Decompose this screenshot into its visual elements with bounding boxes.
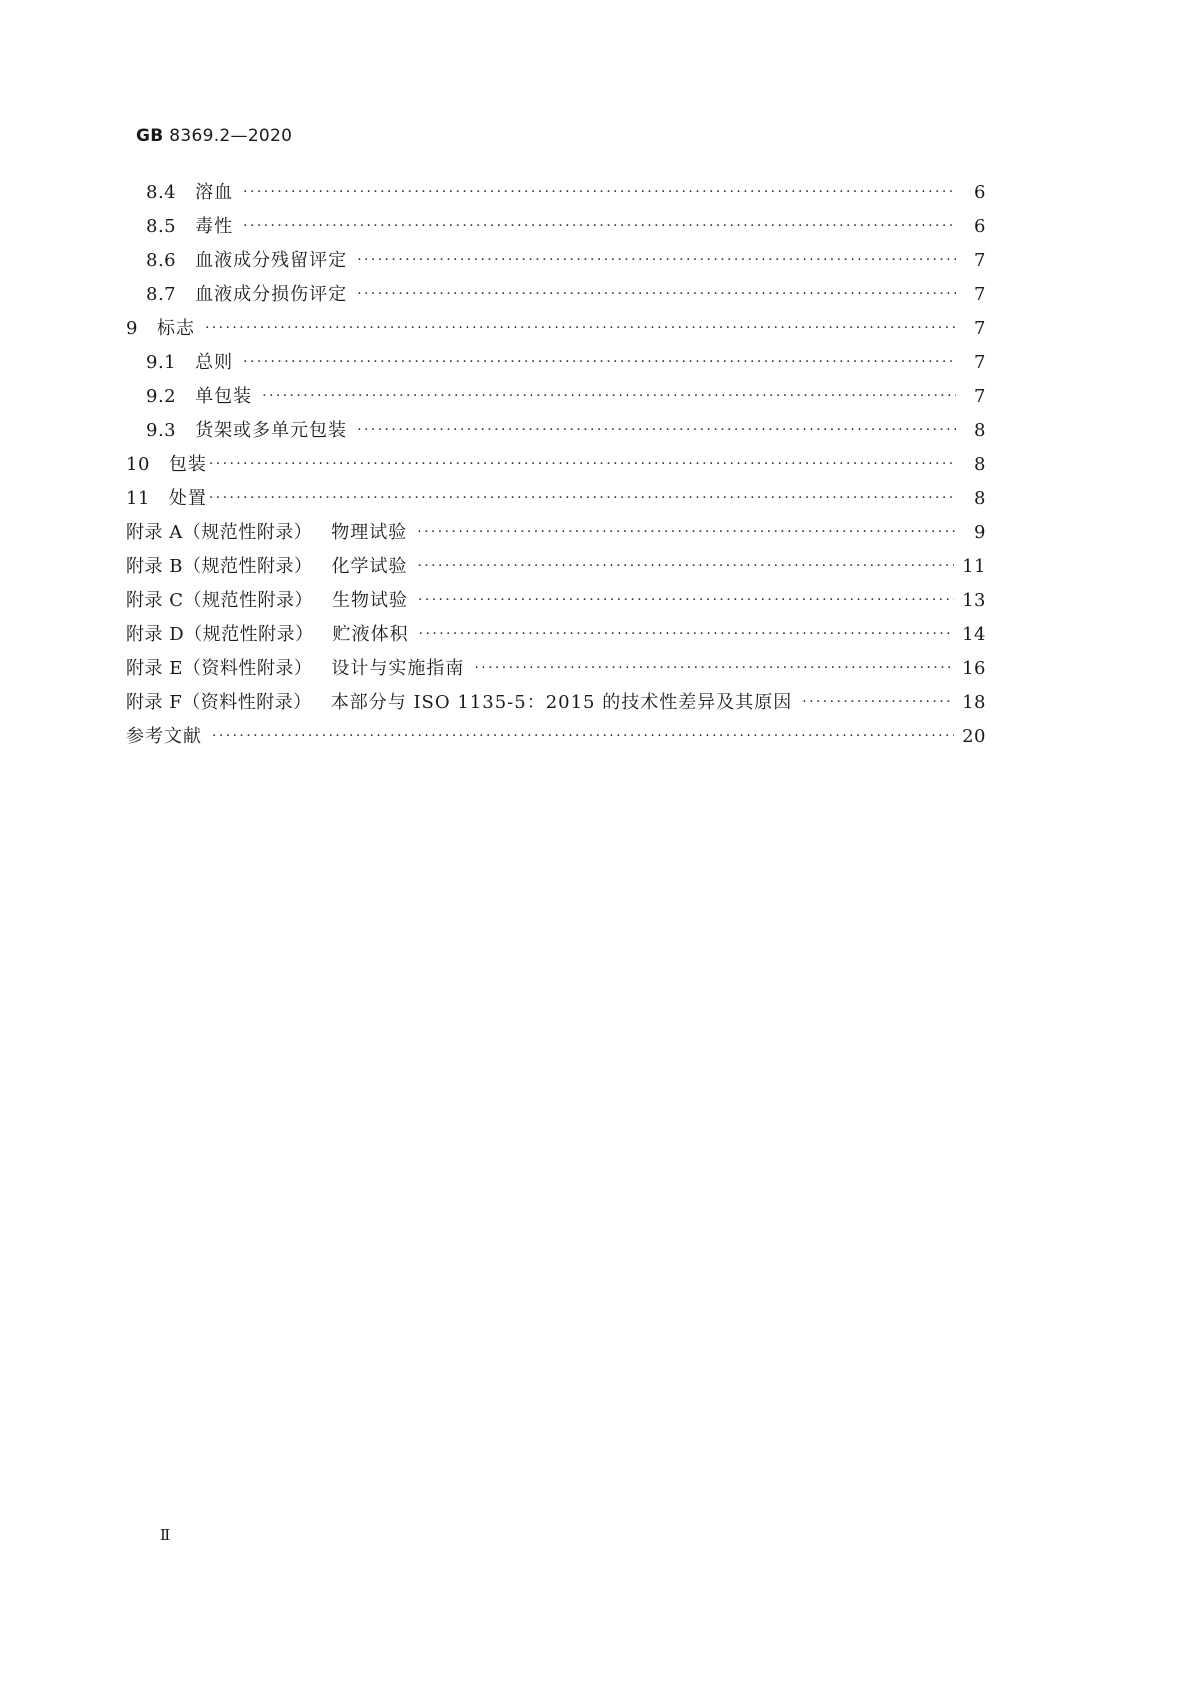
toc-entry-page: 7 (974, 284, 986, 305)
toc-entry-page: 20 (962, 726, 986, 747)
toc-entry-title: 化学试验 (331, 556, 408, 577)
toc-entry[interactable] (126, 485, 986, 513)
toc-entry[interactable] (146, 383, 986, 411)
toc-leader-dots (417, 552, 954, 580)
toc-entry-page: 8 (974, 420, 986, 441)
toc-entry[interactable] (126, 315, 986, 343)
toc-leader-dots (209, 450, 956, 478)
toc-entry-appendix-a[interactable] (126, 519, 986, 547)
toc-entry-appendix-d[interactable] (126, 621, 986, 649)
toc-entry-number: 11 (126, 488, 150, 509)
toc-entry-page: 7 (974, 352, 986, 373)
toc-entry-number: 附录 B（规范性附录） (126, 556, 313, 577)
toc-entry-appendix-b[interactable] (126, 553, 986, 581)
toc-leader-dots (243, 212, 956, 240)
toc-entry-title: 毒性 (195, 216, 234, 237)
standard-prefix: GB (136, 126, 164, 146)
toc-entry-title: 物理试验 (331, 522, 408, 543)
toc-entry-page: 7 (974, 250, 986, 271)
toc-entry-page: 16 (962, 658, 986, 679)
toc-entry-title: 贮液体积 (332, 624, 409, 645)
toc-entry-page: 9 (974, 522, 986, 543)
toc-entry[interactable] (146, 417, 986, 445)
toc-entry-number: 附录 A（规范性附录） (126, 522, 313, 543)
toc-entry-references[interactable] (126, 723, 986, 751)
toc-entry-page: 11 (962, 556, 986, 577)
toc-leader-dots (418, 586, 954, 614)
toc-entry-title: 处置 (168, 488, 207, 509)
toc-entry[interactable] (146, 213, 986, 241)
toc-entry[interactable] (126, 451, 986, 479)
page-number: Ⅱ (160, 1526, 171, 1544)
toc-entry-number: 8.7 (146, 284, 177, 305)
toc-entry-appendix-c[interactable] (126, 587, 986, 615)
toc-entry[interactable] (146, 179, 986, 207)
toc-leader-dots (474, 654, 954, 682)
toc-leader-dots (417, 518, 956, 546)
toc-entry-title: 单包装 (195, 386, 253, 407)
toc-entry-number: 9.3 (146, 420, 177, 441)
toc-entry-title: 总则 (195, 352, 234, 373)
toc-entry-number: 9.1 (146, 352, 177, 373)
toc-entry-page: 8 (974, 454, 986, 475)
toc-entry-number: 9.2 (146, 386, 177, 407)
toc-entry-page: 6 (974, 216, 986, 237)
toc-leader-dots (802, 688, 954, 716)
toc-entry-page: 14 (962, 624, 986, 645)
toc-leader-dots (262, 382, 956, 410)
toc-entry-title: 货架或多单元包装 (195, 420, 348, 441)
toc-entry-page: 18 (962, 692, 986, 713)
toc-entry-appendix-f[interactable] (126, 689, 986, 717)
toc-entry-title: 参考文献 (126, 726, 202, 747)
toc-entry-title: 本部分与 ISO 1135-5：2015 的技术性差异及其原因 (330, 692, 793, 713)
toc-entry-title: 血液成分残留评定 (195, 250, 348, 271)
toc-leader-dots (243, 348, 956, 376)
toc-entry[interactable] (146, 247, 986, 275)
toc-entry-title: 包装 (168, 454, 207, 475)
toc-entry-appendix-e[interactable] (126, 655, 986, 683)
toc-leader-dots (243, 178, 956, 206)
toc-entry[interactable] (146, 281, 986, 309)
toc-leader-dots (205, 314, 956, 342)
toc-entry-page: 8 (974, 488, 986, 509)
toc-entry-number: 10 (126, 454, 150, 475)
toc-leader-dots (357, 280, 956, 308)
toc-entry-number: 8.4 (146, 182, 177, 203)
toc-entry-number: 8.6 (146, 250, 177, 271)
toc-entry-page: 13 (962, 590, 986, 611)
toc-entry-page: 6 (974, 182, 986, 203)
toc-entry-page: 7 (974, 318, 986, 339)
toc-entry-number: 8.5 (146, 216, 177, 237)
standard-number: 8369.2—2020 (169, 126, 293, 146)
toc-entry-page: 7 (974, 386, 986, 407)
toc-leader-dots (212, 722, 954, 750)
toc-entry-title: 血液成分损伤评定 (195, 284, 348, 305)
toc-leader-dots (419, 620, 954, 648)
toc-entry-number: 附录 E（资料性附录） (126, 658, 313, 679)
toc-leader-dots (209, 484, 956, 512)
toc-entry-number: 附录 D（规范性附录） (126, 624, 314, 645)
toc-entry[interactable] (146, 349, 986, 377)
toc-entry-title: 设计与实施指南 (331, 658, 465, 679)
document-header (136, 126, 292, 146)
toc-entry-number: 9 (126, 318, 138, 339)
toc-entry-title: 生物试验 (332, 590, 408, 611)
toc-entry-title: 标志 (156, 318, 195, 339)
toc-entry-title: 溶血 (195, 182, 234, 203)
toc-leader-dots (357, 416, 956, 444)
toc-leader-dots (357, 246, 956, 274)
toc-entry-number: 附录 F（资料性附录） (126, 692, 312, 713)
toc-entry-number: 附录 C（规范性附录） (126, 590, 313, 611)
